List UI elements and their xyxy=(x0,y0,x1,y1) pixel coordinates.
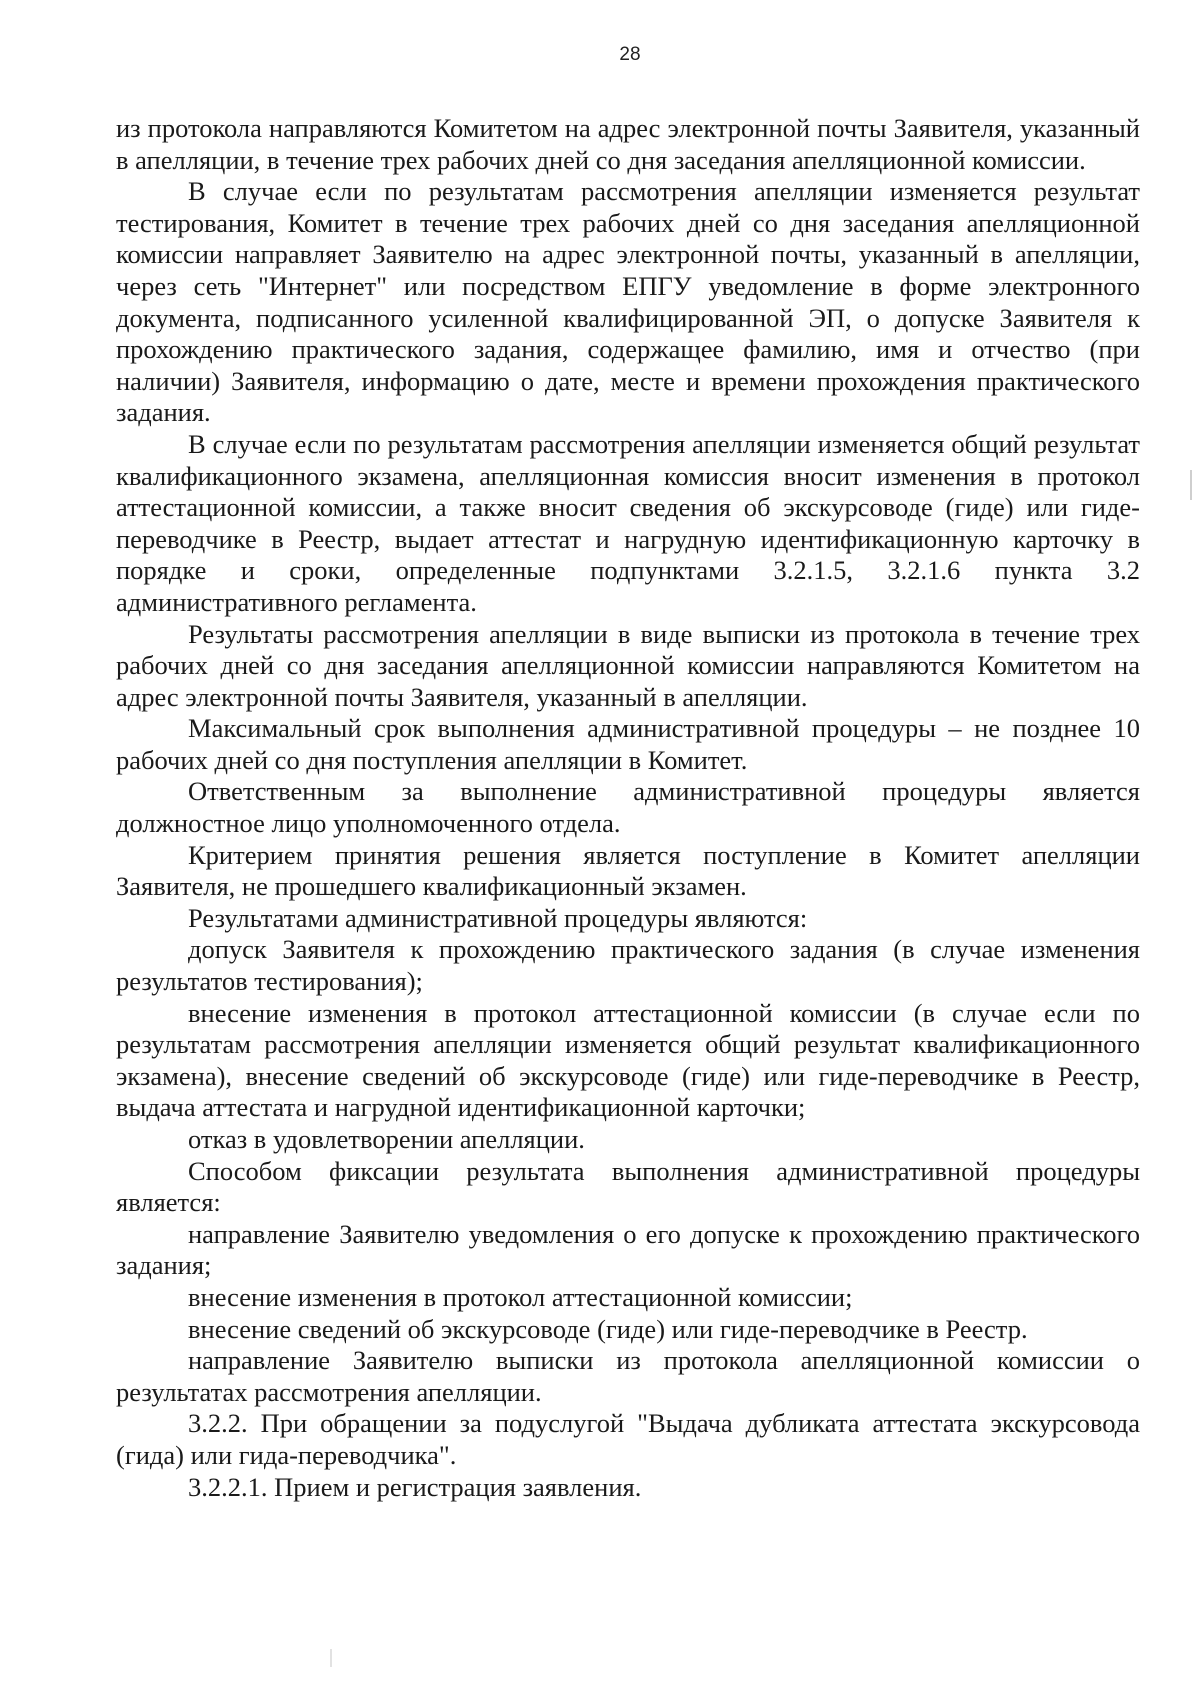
paragraph: В случае если по результатам рассмотрения апелляции изменяется результат тестирования, Комитет в течение трех рабочих дней со дня заседания апелляционной комиссии направляет Заявителю на адрес электронной почты, указанный в апелляции, через сеть "Интернет" или посредством ЕПГУ уведомление в форме электронного документа, подписанного усиленной квалифицированной ЭП, о допуске Заявителя к прохождению практического задания, содержащее фамилию, имя и отчество (при наличии) Заявителя, информацию о дате, месте и времени прохождения практического задания. xyxy=(116,176,1140,428)
scan-artifact xyxy=(1190,470,1192,500)
document-body xyxy=(116,113,1140,1503)
paragraph: внесение сведений об экскурсоводе (гиде) или гиде-переводчике в Реестр. xyxy=(188,1313,1028,1344)
page-number: 28 xyxy=(619,44,641,65)
paragraph: Ответственным за выполнение административной процедуры является должностное лицо уполномоченного отдела. xyxy=(116,776,1140,839)
paragraph: Способом фиксации результата выполнения административной процедуры является: xyxy=(116,1155,1140,1218)
paragraph: 3.2.2. При обращении за подуслугой "Выдача дубликата аттестата экскурсовода (гида) или гида-переводчика". xyxy=(116,1408,1140,1470)
paragraph: допуск Заявителя к прохождению практического задания (в случае изменения результатов тестирования); xyxy=(116,934,1140,997)
paragraph: Результатами административной процедуры являются: xyxy=(188,902,808,933)
paragraph: Критерием принятия решения является поступление в Комитет апелляции Заявителя, не прошедшего квалификационный экзамен. xyxy=(116,839,1140,902)
paragraph: Максимальный срок выполнения административной процедуры – не позднее 10 рабочих дней со дня поступления апелляции в Комитет. xyxy=(116,713,1140,775)
paragraph: из протокола направляются Комитетом на адрес электронной почты Заявителя, указанный в апелляции, в течение трех рабочих дней со дня заседания апелляционной комиссии. xyxy=(116,113,1140,175)
paragraph: внесение изменения в протокол аттестационной комиссии; xyxy=(188,1281,853,1312)
paragraph: 3.2.2.1. Прием и регистрация заявления. xyxy=(188,1471,642,1502)
paragraph: В случае если по результатам рассмотрения апелляции изменяется общий результат квалификационного экзамена, апелляционная комиссия вносит изменения в протокол аттестационной комиссии, а также вносит сведения об экскурсоводе (гиде) или гиде-переводчике в Реестр, выдает аттестат и нагрудную идентификационную карточку в порядке и сроки, определенные подпунктами 3.2.1.5, 3.2.1.6 пункта 3.2 административного регламента. xyxy=(116,428,1140,617)
paragraph: направление Заявителю уведомления о его допуске к прохождению практического задания; xyxy=(116,1218,1140,1281)
paragraph: направление Заявителю выписки из протокола апелляционной комиссии о результатах рассмотрения апелляции. xyxy=(116,1345,1140,1407)
scan-artifact xyxy=(330,1649,332,1667)
paragraph: отказ в удовлетворении апелляции. xyxy=(188,1124,585,1154)
paragraph: Результаты рассмотрения апелляции в виде выписки из протокола в течение трех рабочих дней со дня заседания апелляционной комиссии направляются Комитетом на адрес электронной почты Заявителя, указанный в апелляции. xyxy=(116,618,1140,712)
paragraph: внесение изменения в протокол аттестационной комиссии (в случае если по результатам рассмотрения апелляции изменяется общий результат квалификационного экзамена), внесение сведений об экскурсоводе (гиде) или гиде-переводчике в Реестр, выдача аттестата и нагрудной идентификационной карточки; xyxy=(116,997,1140,1123)
